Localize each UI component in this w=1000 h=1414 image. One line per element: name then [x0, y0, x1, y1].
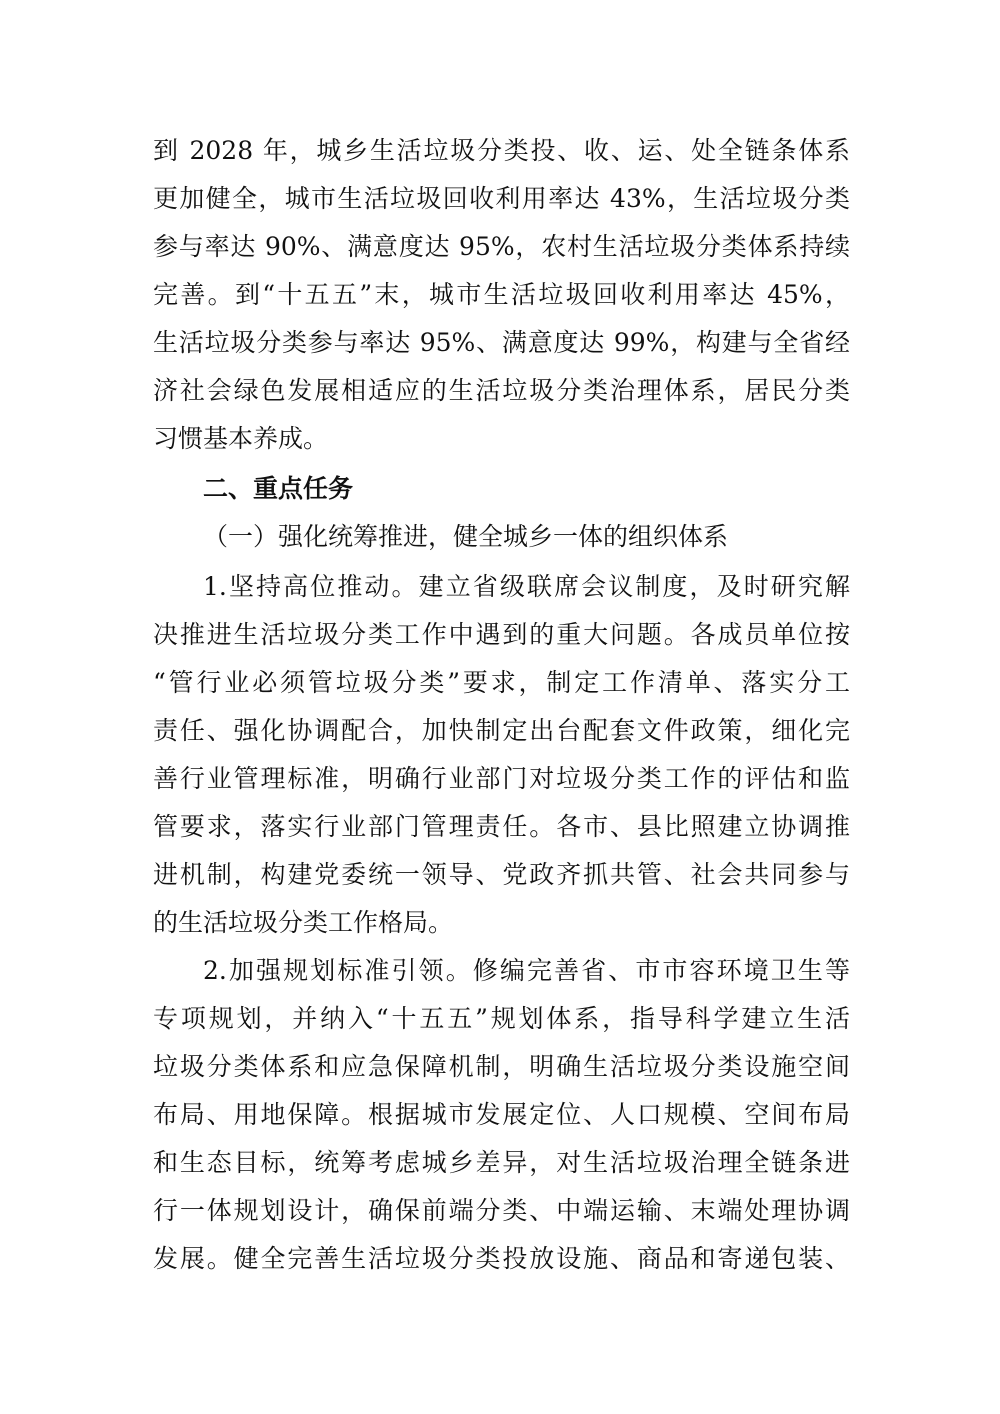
item1-line: 的生活垃圾分类工作格局。 [153, 908, 454, 937]
item1-line: 管要求，落实行业部门管理责任。各市、县比照建立协调推 [153, 812, 850, 841]
item2-line: 和生态目标，统筹考虑城乡差异，对生活垃圾治理全链条进 [153, 1148, 850, 1177]
paragraph-goal-line: 完善。到“十五五”末，城市生活垃圾回收利用率达 45%， [153, 280, 850, 309]
paragraph-goal-line: 参与率达 90%、满意度达 95%，农村生活垃圾分类体系持续 [153, 232, 850, 261]
item2-line: 发展。健全完善生活垃圾分类投放设施、商品和寄递包装、 [153, 1244, 850, 1273]
item1-line: “管行业必须管垃圾分类”要求，制定工作清单、落实分工 [153, 668, 850, 697]
paragraph-goal-line: 生活垃圾分类参与率达 95%、满意度达 99%，构建与全省经 [153, 328, 850, 357]
item2-line: 2.加强规划标准引领。修编完善省、市市容环境卫生等 [203, 956, 850, 985]
section-heading: 二、重点任务 [203, 474, 354, 503]
item1-line: 责任、强化协调配合，加快制定出台配套文件政策，细化完 [153, 716, 850, 745]
paragraph-goal-line: 到 2028 年，城乡生活垃圾分类投、收、运、处全链条体系 [153, 136, 850, 165]
item1-line: 决推进生活垃圾分类工作中遇到的重大问题。各成员单位按 [153, 620, 850, 649]
item1-line: 1.坚持高位推动。建立省级联席会议制度，及时研究解 [203, 572, 850, 601]
item2-line: 专项规划，并纳入“十五五”规划体系，指导科学建立生活 [153, 1004, 850, 1033]
item2-line: 垃圾分类体系和应急保障机制，明确生活垃圾分类设施空间 [153, 1052, 850, 1081]
item2-line: 布局、用地保障。根据城市发展定位、人口规模、空间布局 [153, 1100, 850, 1129]
paragraph-goal-line: 济社会绿色发展相适应的生活垃圾分类治理体系，居民分类 [153, 376, 850, 405]
paragraph-goal-line: 更加健全，城市生活垃圾回收利用率达 43%，生活垃圾分类 [153, 184, 850, 213]
item2-line: 行一体规划设计，确保前端分类、中端运输、末端处理协调 [153, 1196, 850, 1225]
paragraph-goal-line: 习惯基本养成。 [153, 424, 329, 453]
subsection-heading: （一）强化统筹推进，健全城乡一体的组织体系 [203, 522, 729, 551]
item1-line: 进机制，构建党委统一领导、党政齐抓共管、社会共同参与 [153, 860, 850, 889]
item1-line: 善行业管理标准，明确行业部门对垃圾分类工作的评估和监 [153, 764, 850, 793]
